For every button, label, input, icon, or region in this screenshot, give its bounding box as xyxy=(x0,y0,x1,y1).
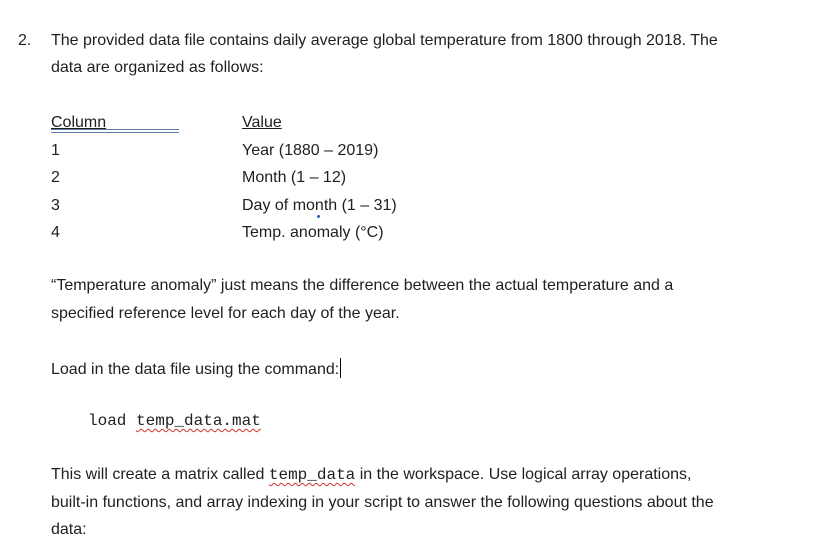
anomaly-note-line-2: specified reference level for each day of the year. xyxy=(51,305,400,322)
table-header-column: Column xyxy=(51,114,107,131)
intro-line-2: data are organized as follows: xyxy=(51,59,264,76)
table-row-4-value: Temp. anomaly (°C) xyxy=(242,224,384,241)
load-instruction-text: Load in the data file using the command: xyxy=(51,361,340,378)
table-row-3-value: Day of month (1 – 31) xyxy=(242,197,397,214)
intro-line-1: The provided data file contains daily average global temperature from 1800 through 2018. The xyxy=(51,32,718,49)
load-instruction xyxy=(51,358,341,380)
conclusion-line-1-before: This will create a matrix called xyxy=(51,466,265,483)
table-row-1-value: Year (1880 – 2019) xyxy=(242,142,379,159)
table-row-2-column: 2 xyxy=(51,169,60,186)
header-rule-double xyxy=(51,132,179,133)
anomaly-note-line-1: “Temperature anomaly” just means the difference between the actual temperature and a xyxy=(51,277,674,294)
conclusion-line-3: data: xyxy=(51,521,87,538)
text-cursor xyxy=(340,358,341,378)
command-filename: temp_data.mat xyxy=(136,412,261,430)
load-command xyxy=(88,411,261,431)
conclusion-line-2: built-in functions, and array indexing in your script to answer the following questions about the xyxy=(51,494,714,511)
conclusion-line-1-after: in the workspace. Use logical array operations, xyxy=(359,466,692,483)
question-number: 2. xyxy=(18,32,32,49)
header-rule xyxy=(51,129,179,130)
conclusion-line-1 xyxy=(51,465,691,485)
conclusion-code: temp_data xyxy=(268,466,356,484)
table-header-value: Value xyxy=(242,114,282,131)
grammar-dot-marker xyxy=(317,215,320,218)
table-row-2-value: Month (1 – 12) xyxy=(242,169,347,186)
table-row-1-column: 1 xyxy=(51,142,60,159)
command-keyword: load xyxy=(88,412,127,430)
table-row-4-column: 4 xyxy=(51,224,60,241)
table-row-3-column: 3 xyxy=(51,197,60,214)
